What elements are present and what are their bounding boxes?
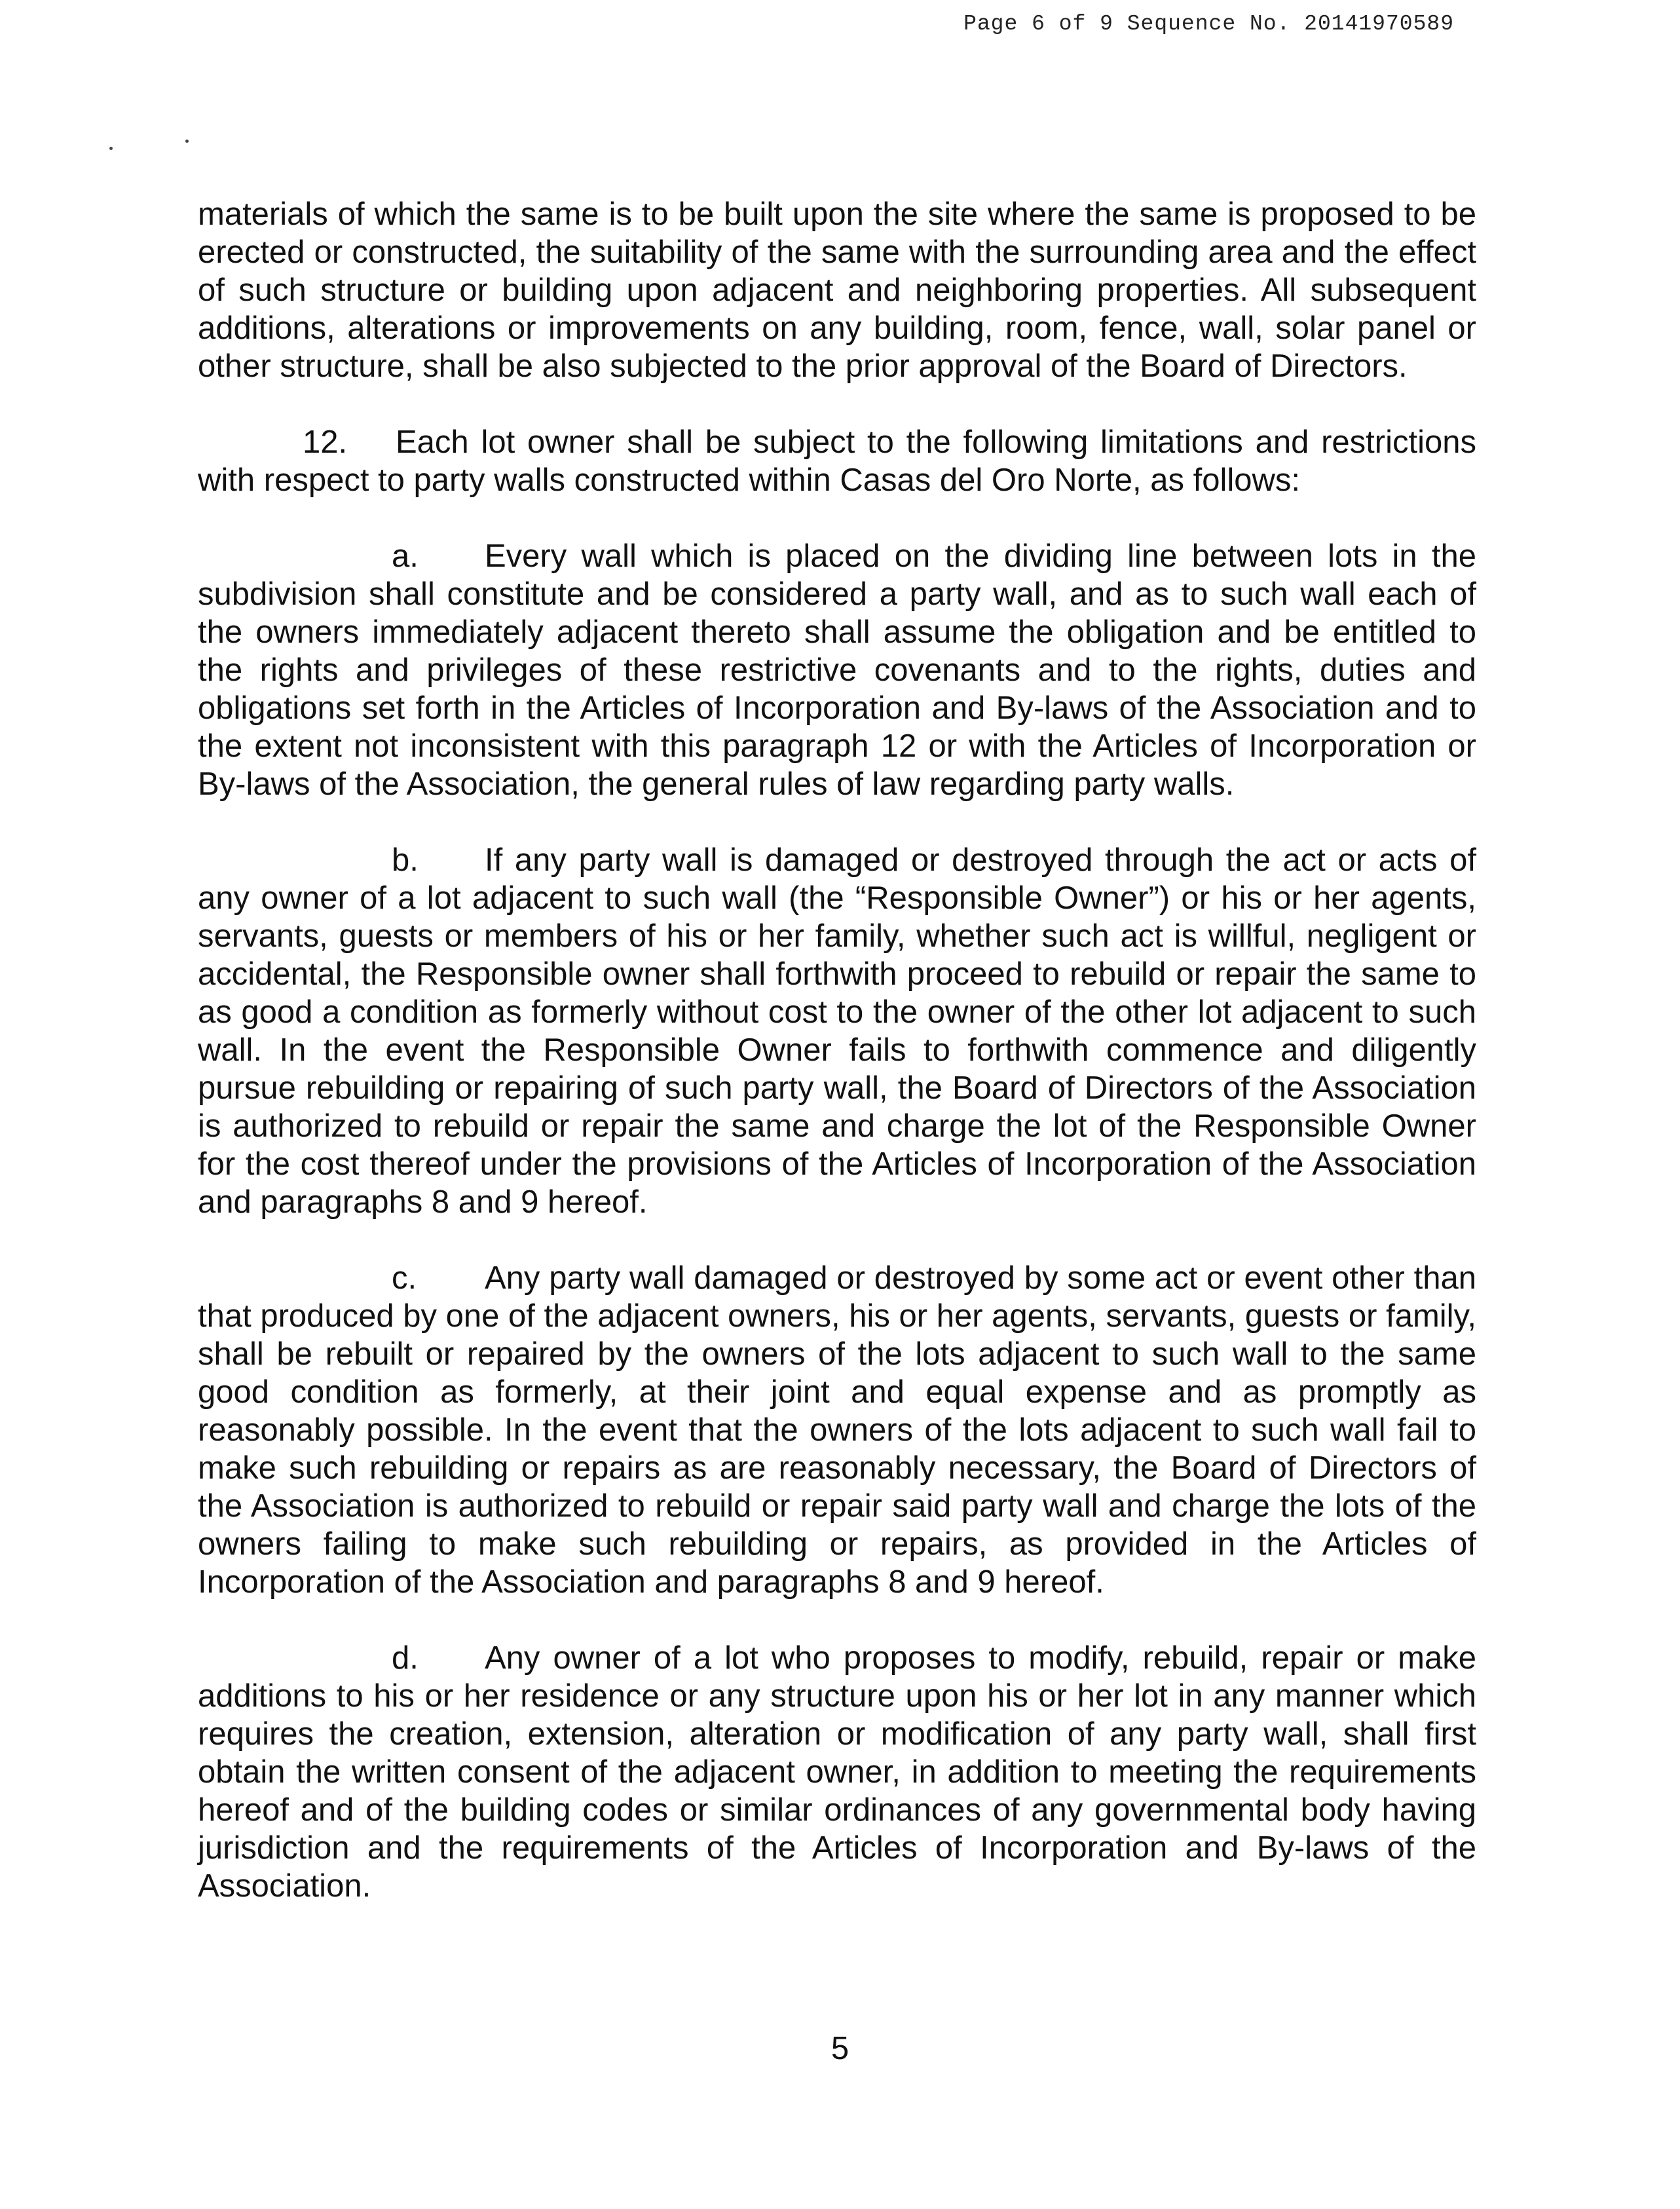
- subsection-label: b.: [392, 842, 419, 878]
- scan-speck: [185, 140, 189, 143]
- subsection-b-paragraph: [198, 841, 1476, 1221]
- subsection-c-paragraph: [198, 1259, 1476, 1601]
- subsection-b-text: If any party wall is damaged or destroyed through the act or acts of any owner of a lot adjacent to such wall (the “Responsible Owner”) or his or her agents, servants, guests or members of his or her family, whether such act is willful, negligent or accidental, the Responsible owner shall forthwith proceed to rebuild or repair the same to as good a condition as formerly without cost to the owner of the other lot adjacent to such wall. In the event the Responsible Owner fails to forthwith commence and diligently pursue rebuilding or repairing of such party wall, the Board of Directors of the Association is authorized to rebuild or repair the same and charge the lot of the Responsible Owner for the cost thereof under the provisions of the Articles of Incorporation of the Association and paragraphs 8 and 9 hereof.: [198, 842, 1476, 1220]
- document-body: [198, 195, 1476, 1943]
- subsection-label: d.: [392, 1640, 419, 1676]
- scan-speck: [109, 147, 113, 150]
- section-number: 12.: [303, 425, 348, 460]
- page-number: 5: [831, 2031, 849, 2066]
- subsection-d-paragraph: [198, 1639, 1476, 1905]
- subsection-a-paragraph: [198, 537, 1476, 803]
- subsection-c-text: Any party wall damaged or destroyed by some act or event other than that produced by one of the adjacent owners, his or her agents, servants, guests or family, shall be rebuilt or repaired by the owners of the lots adjacent to such wall to the same good condition as formerly, at their joint and equal expense and as promptly as reasonably possible. In the event that the owners of the lots adjacent to such wall fail to make such rebuilding or repairs as are reasonably necessary, the Board of Directors of the Association is authorized to rebuild or repair said party wall and charge the lots of the owners failing to make such rebuilding or repairs, as provided in the Articles of Incorporation of the Association and paragraphs 8 and 9 hereof.: [198, 1260, 1477, 1600]
- section-12-paragraph: [198, 423, 1476, 499]
- section-12-text: Each lot owner shall be subject to the following limitations and restrictions with respect to party walls constructed within Casas del Oro Norte, as follows:: [198, 425, 1476, 498]
- subsection-label: c.: [392, 1260, 417, 1296]
- continuation-paragraph: materials of which the same is to be built upon the site where the same is proposed to be erected or constructed, the suitability of the same with the surrounding area and the effect of such structure or building upon adjacent and neighboring properties. All subsequent additions, alterations or improvements on any building, room, fence, wall, solar panel or other structure, shall be also subjected to the prior approval of the Board of Directors.: [198, 197, 1476, 384]
- page-sequence-header: Page 6 of 9 Sequence No. 20141970589: [963, 12, 1454, 36]
- subsection-label: a.: [392, 538, 419, 574]
- subsection-a-text: Every wall which is placed on the dividing line between lots in the subdivision shall constitute and be considered a party wall, and as to such wall each of the owners immediately adjacent thereto shall assume the obligation and be entitled to the rights and privileges of these restrictive covenants and to the rights, duties and obligations set forth in the Articles of Incorporation and By-laws of the Association and to the extent not inconsistent with this paragraph 12 or with the Articles of Incorporation or By-laws of the Association, the general rules of law regarding party walls.: [198, 538, 1476, 802]
- subsection-d-text: Any owner of a lot who proposes to modify, rebuild, repair or make additions to his or her residence or any structure upon his or her lot in any manner which requires the creation, extension, alteration or modification of any party wall, shall first obtain the written consent of the adjacent owner, in addition to meeting the requirements hereof and of the building codes or similar ordinances of any governmental body having jurisdiction and the requirements of the Articles of Incorporation and By-laws of the Association.: [198, 1640, 1476, 1904]
